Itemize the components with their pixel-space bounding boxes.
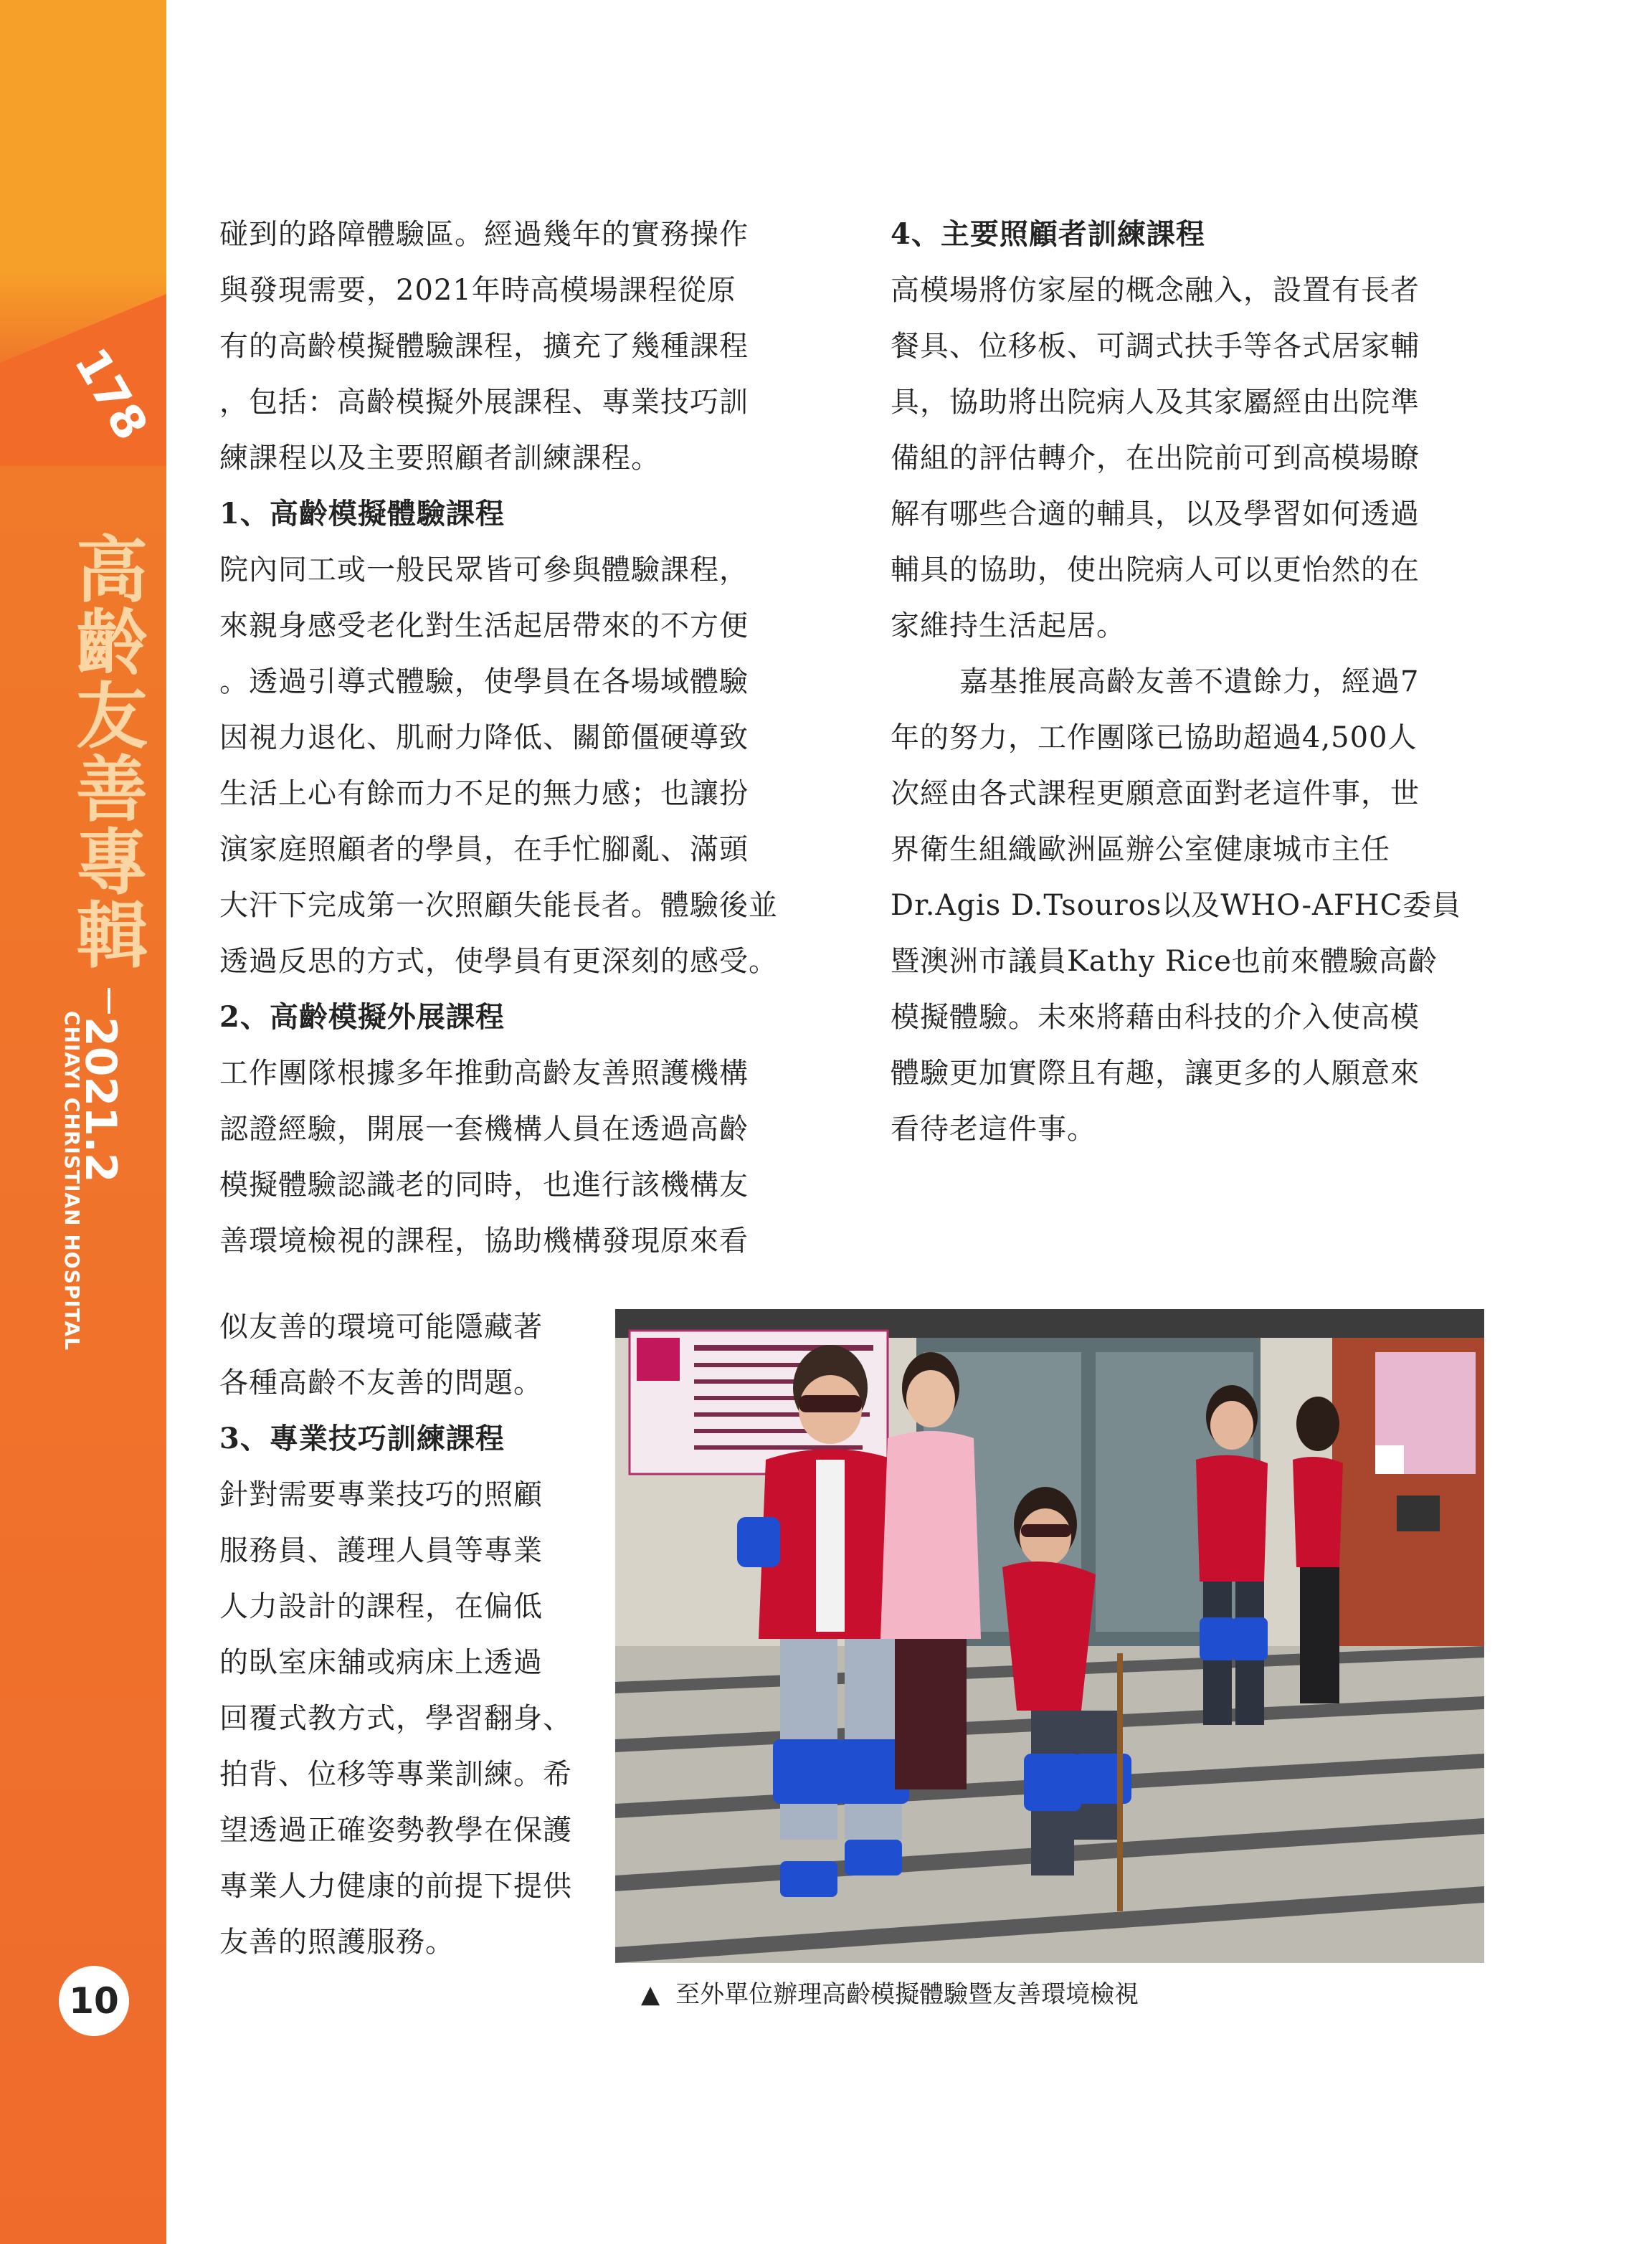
paragraph-line: 似友善的環境可能隱藏著	[219, 1311, 543, 1344]
paragraph-line: ，包括：高齡模擬外展課程、專業技巧訓	[219, 386, 749, 419]
paragraph-line: 體驗更加實際且有趣，讓更多的人願意來	[891, 1057, 1420, 1090]
paragraph-line: 年的努力，工作團隊已協助超過4,500人	[891, 721, 1418, 754]
caption-text: 至外單位辦理高齡模擬體驗暨友善環境檢視	[675, 1980, 1139, 2009]
section-heading: 4、主要照顧者訓練課程	[891, 217, 1205, 251]
paragraph-line: 工作團隊根據多年推動高齡友善照護機構	[219, 1057, 749, 1090]
paragraph-line: 服務員、護理人員等專業	[219, 1534, 543, 1567]
paragraph-line: 練課程以及主要照顧者訓練課程。	[219, 442, 660, 475]
paragraph-line: 生活上心有餘而力不足的無力感；也讓扮	[219, 777, 749, 810]
mailbox	[1397, 1496, 1440, 1531]
page-number: 10	[59, 1966, 129, 2036]
left-column-top	[219, 206, 815, 1269]
section-heading: 3、專業技巧訓練課程	[219, 1422, 505, 1455]
paragraph-line: 回覆式教方式，學習翻身、	[219, 1702, 572, 1735]
left-column-bottom	[219, 1299, 592, 1970]
section-heading: 2、高齡模擬外展課程	[219, 1000, 505, 1034]
wall-sign	[1375, 1445, 1404, 1474]
paragraph-line: 界衛生組織歐洲區辦公室健康城市主任	[891, 833, 1390, 866]
paragraph-line: 備組的評估轉介，在出院前可到高模場瞭	[891, 442, 1420, 475]
paragraph-line: 解有哪些合適的輔具，以及學習如何透過	[891, 498, 1420, 531]
paragraph-line: 有的高齡模擬體驗課程，擴充了幾種課程	[219, 330, 749, 363]
paragraph-line: 各種高齡不友善的問題。	[219, 1366, 543, 1399]
paragraph-line: 高模場將仿家屋的概念融入，設置有長者	[891, 274, 1420, 307]
paragraph-line: 。透過引導式體驗，使學員在各場域體驗	[219, 665, 749, 698]
paragraph-line: 餐具、位移板、可調式扶手等各式居家輔	[891, 330, 1420, 363]
paragraph-line: 針對需要專業技巧的照顧	[219, 1478, 543, 1511]
paragraph-line: 望透過正確姿勢教學在保護	[219, 1814, 572, 1847]
paragraph-line: 人力設計的課程，在偏低	[219, 1590, 543, 1623]
paragraph-line: 暨澳洲市議員Kathy Rice也前來體驗高齡	[891, 945, 1438, 978]
paragraph-line: 拍背、位移等專業訓練。希	[219, 1758, 572, 1791]
paragraph-line: 次經由各式課程更願意面對老這件事，世	[891, 777, 1420, 810]
paragraph-line: 因視力退化、肌耐力降低、關節僵硬導致	[219, 721, 749, 754]
paragraph-line: 輔具的協助，使出院病人可以更怡然的在	[891, 553, 1420, 586]
paragraph-line: 模擬體驗。未來將藉由科技的介入使高模	[891, 1001, 1420, 1034]
title-divider	[108, 988, 110, 1014]
hospital-name: CHIAYI CHRISTIAN HOSPITAL	[60, 1011, 84, 1351]
paragraph-line: 的臥室床舖或病床上透過	[219, 1646, 543, 1679]
section-heading: 1、高齡模擬體驗課程	[219, 497, 505, 531]
paragraph-line: Dr.Agis D.Tsouros以及WHO-AFHC委員	[891, 889, 1462, 922]
event-photo	[615, 1309, 1484, 1963]
paragraph-line: 友善的照護服務。	[219, 1926, 455, 1959]
issue-number: 178	[63, 339, 158, 450]
issue-date: 2021.2	[75, 1017, 125, 1183]
photo-caption	[641, 1977, 1501, 2012]
paragraph-line: 模擬體驗認識老的同時，也進行該機構友	[219, 1169, 749, 1202]
paragraph-line: 具，協助將出院病人及其家屬經由出院準	[891, 386, 1420, 419]
section-title: 高齡友善專輯	[64, 532, 148, 971]
paragraph-line: 透過反思的方式，使學員有更深刻的感受。	[219, 945, 778, 978]
paragraph-line: 演家庭照顧者的學員，在手忙腳亂、滿頭	[219, 833, 749, 866]
paragraph-line: 看待老這件事。	[891, 1113, 1096, 1146]
right-column	[891, 206, 1486, 1157]
paragraph-line: 家維持生活起居。	[891, 609, 1126, 642]
paragraph-line: 碰到的路障體驗區。經過幾年的實務操作	[219, 218, 749, 251]
notice-emblem	[637, 1338, 680, 1381]
paragraph-line: 來親身感受老化對生活起居帶來的不方便	[219, 609, 749, 642]
paragraph-line: 院內同工或一般民眾皆可參與體驗課程，	[219, 553, 749, 586]
paragraph-line: 善環境檢視的課程，協助機構發現原來看	[219, 1225, 749, 1258]
paragraph-line: 嘉基推展高齡友善不遺餘力，經過7	[959, 665, 1420, 698]
paragraph-line: 專業人力健康的前提下提供	[219, 1870, 572, 1903]
paragraph-line: 與發現需要，2021年時高模場課程從原	[219, 274, 736, 307]
paragraph-line: 認證經驗，開展一套機構人員在透過高齡	[219, 1113, 749, 1146]
paragraph-line: 大汗下完成第一次照顧失能長者。體驗後並	[219, 889, 778, 922]
triangle-icon: ▲	[641, 1980, 660, 2009]
photo-illustration	[615, 1309, 1484, 1963]
